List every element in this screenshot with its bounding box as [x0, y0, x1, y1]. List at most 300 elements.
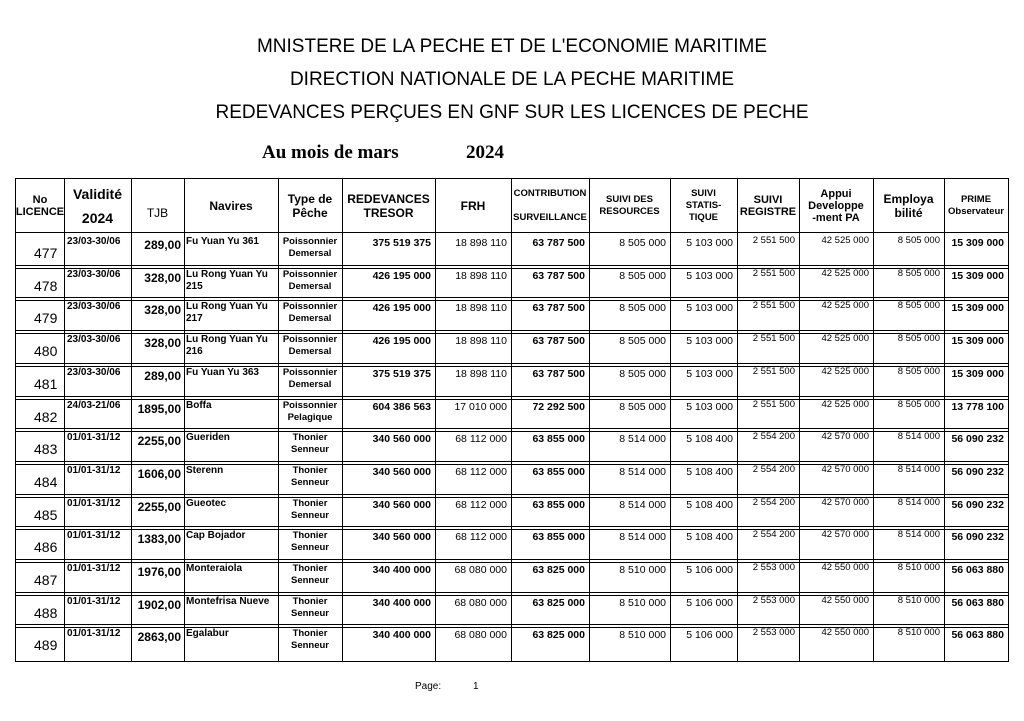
- type-line: Senneur: [290, 444, 329, 456]
- cell-text: 56 063 880: [951, 564, 1004, 576]
- cell-licence: [16, 624, 64, 657]
- cell-contribution: [511, 592, 589, 625]
- cell-licence: [16, 363, 64, 396]
- cell-text: 8 505 000: [897, 235, 940, 246]
- header-text: Observateur: [948, 205, 1004, 217]
- cell-tjb: [131, 428, 184, 461]
- header-text: REDEVANCES: [347, 191, 430, 206]
- cell-suivi-reg: [737, 396, 799, 429]
- cell-navires: [184, 461, 278, 494]
- cell-appui: [799, 428, 873, 461]
- cell-text: 42 550 000: [821, 594, 869, 606]
- cell-text: 63 825 000: [532, 629, 585, 642]
- cell-prime: [944, 559, 1008, 592]
- type-line: Poissonnier: [282, 301, 338, 313]
- header-suivi-res: [589, 179, 670, 232]
- cell-appui: [799, 526, 873, 559]
- type-line: Senneur: [290, 542, 329, 554]
- cell-suivi-res: [589, 232, 670, 265]
- cell-text: 68 112 000: [455, 498, 507, 511]
- cell-text: 482: [34, 408, 58, 425]
- cell-text: 63 825 000: [532, 564, 585, 576]
- type-line: Senneur: [290, 476, 329, 488]
- header-frh: [435, 179, 511, 232]
- type-line: Thonier: [292, 530, 328, 542]
- header-text: RESOURCES: [599, 205, 660, 217]
- cell-redevances: [342, 624, 435, 657]
- cell-text: Gueotec: [186, 497, 227, 509]
- cell-text: 340 560 000: [372, 531, 431, 544]
- header-text: LICENCE: [16, 205, 64, 218]
- header-prime: [944, 179, 1008, 232]
- cell-suivi-reg: [737, 428, 799, 461]
- cell-text: 68 080 000: [454, 564, 507, 576]
- cell-text: 63 787 500: [532, 302, 585, 315]
- cell-employa: [873, 428, 944, 461]
- cell-employa: [873, 232, 944, 265]
- type-line: Senneur: [290, 607, 329, 619]
- cell-text: 8 505 000: [897, 300, 940, 312]
- header-contribution: [511, 179, 589, 232]
- cell-text: 56 090 232: [951, 465, 1004, 478]
- cell-text: 484: [34, 473, 58, 490]
- cell-text: 23/03-30/06: [67, 236, 121, 247]
- header-validite: [64, 179, 131, 232]
- cell-redevances: [342, 592, 435, 625]
- cell-type: [278, 494, 342, 527]
- cell-prime: [944, 461, 1008, 494]
- cell-text: 24/03-21/06: [67, 399, 121, 411]
- cell-text: 8 514 000: [619, 531, 666, 544]
- cell-appui: [799, 461, 873, 494]
- cell-frh: [435, 428, 511, 461]
- cell-validite: [64, 232, 131, 265]
- cell-text: 42 525 000: [821, 333, 869, 345]
- cell-frh: [435, 396, 511, 429]
- cell-navires: [184, 526, 278, 559]
- cell-text: 2 554 200: [752, 431, 795, 443]
- header-type: [278, 179, 342, 232]
- cell-suivi-res: [589, 559, 670, 592]
- cell-text: 68 112 000: [455, 531, 507, 544]
- cell-text: 340 560 000: [372, 498, 431, 511]
- cell-licence: [16, 428, 64, 461]
- cell-text: 8 505 000: [619, 237, 666, 249]
- cell-text: 42 525 000: [821, 365, 869, 377]
- cell-contribution: [511, 396, 589, 429]
- cell-prime: [944, 265, 1008, 298]
- cell-licence: [16, 265, 64, 298]
- header-text: Employa: [883, 191, 934, 206]
- cell-suivi-res: [589, 428, 670, 461]
- cell-text: 2255,00: [137, 499, 181, 514]
- cell-navires: [184, 428, 278, 461]
- cell-contribution: [511, 624, 589, 657]
- header-appui: [799, 179, 873, 232]
- header-text: -ment PA: [812, 211, 860, 224]
- header-text: Developpe: [808, 199, 864, 212]
- cell-suivi-res: [589, 494, 670, 527]
- cell-text: Montefrisa Nueve: [186, 595, 270, 607]
- header-text: No: [32, 193, 48, 206]
- cell-contribution: [511, 297, 589, 330]
- direction-title: DIRECTION NATIONALE DE LA PECHE MARITIME: [289, 69, 735, 90]
- cell-text: 8 505 000: [619, 269, 666, 282]
- cell-text: 63 855 000: [532, 498, 585, 511]
- cell-suivi-stat: [670, 428, 737, 461]
- cell-type: [278, 559, 342, 592]
- cell-text: 488: [34, 604, 58, 621]
- cell-text: 56 063 880: [951, 629, 1004, 642]
- type-line: Thonier: [292, 628, 328, 640]
- cell-appui: [799, 559, 873, 592]
- cell-appui: [799, 624, 873, 657]
- cell-prime: [944, 396, 1008, 429]
- cell-text: 42 570 000: [821, 463, 869, 475]
- cell-text: 01/01-31/12: [67, 563, 121, 574]
- cell-text: 8 510 000: [619, 564, 666, 576]
- type-line: Demersal: [288, 248, 332, 259]
- cell-text: 8 514 000: [897, 431, 940, 443]
- cell-suivi-res: [589, 363, 670, 396]
- cell-prime: [944, 363, 1008, 396]
- cell-suivi-reg: [737, 494, 799, 527]
- header-navires: [184, 179, 278, 232]
- cell-text: 23/03-30/06: [67, 301, 121, 313]
- cell-suivi-res: [589, 297, 670, 330]
- cell-employa: [873, 330, 944, 363]
- cell-text: 68 080 000: [454, 596, 507, 609]
- cell-text: 15 309 000: [951, 237, 1004, 249]
- cell-text: 63 787 500: [532, 237, 585, 249]
- cell-text: 8 505 000: [897, 267, 940, 279]
- cell-text: 481: [34, 375, 58, 392]
- cell-appui: [799, 232, 873, 265]
- cell-text: 5 103 000: [686, 302, 733, 315]
- cell-text: 42 550 000: [821, 627, 869, 639]
- cell-text: 2 554 200: [752, 496, 795, 508]
- cell-employa: [873, 396, 944, 429]
- cell-tjb: [131, 363, 184, 396]
- cell-text: 5 108 400: [686, 498, 733, 511]
- cell-redevances: [342, 297, 435, 330]
- header-text: TJB: [146, 205, 169, 220]
- cell-redevances: [342, 461, 435, 494]
- cell-redevances: [342, 265, 435, 298]
- cell-text: 340 560 000: [372, 465, 431, 478]
- cell-contribution: [511, 494, 589, 527]
- cell-contribution: [511, 330, 589, 363]
- cell-text: 328,00: [144, 270, 181, 285]
- cell-employa: [873, 526, 944, 559]
- cell-text: 5 106 000: [686, 596, 733, 609]
- cell-suivi-stat: [670, 297, 737, 330]
- cell-text: 18 898 110: [455, 335, 507, 348]
- cell-text: 01/01-31/12: [67, 628, 121, 640]
- cell-suivi-res: [589, 265, 670, 298]
- cell-suivi-stat: [670, 461, 737, 494]
- type-line: Poissonnier: [282, 236, 338, 247]
- cell-text: 42 525 000: [821, 398, 869, 410]
- cell-contribution: [511, 265, 589, 298]
- cell-suivi-res: [589, 330, 670, 363]
- cell-text: 289,00: [144, 238, 181, 252]
- cell-text: 13 778 100: [951, 400, 1004, 413]
- type-line: Poissonnier: [282, 334, 338, 346]
- header-text: Type de: [287, 191, 333, 206]
- cell-suivi-res: [589, 526, 670, 559]
- type-line: Poissonnier: [282, 268, 338, 280]
- cell-text: 375 519 375: [372, 237, 431, 249]
- cell-suivi-reg: [737, 559, 799, 592]
- cell-text: Monteraiola: [186, 563, 243, 574]
- cell-text: 63 825 000: [532, 596, 585, 609]
- cell-appui: [799, 265, 873, 298]
- cell-text: 5 103 000: [686, 367, 733, 380]
- header-text: PRIME: [960, 193, 992, 205]
- cell-text: 486: [34, 539, 58, 556]
- cell-suivi-stat: [670, 592, 737, 625]
- cell-suivi-reg: [737, 330, 799, 363]
- type-line: Thonier: [292, 432, 328, 444]
- cell-text: 18 898 110: [455, 269, 507, 282]
- report-title: REDEVANCES PERÇUES EN GNF SUR LES LICENCES DE PECHE: [215, 102, 809, 123]
- cell-text: 5 103 000: [686, 335, 733, 348]
- cell-text: 8 510 000: [619, 629, 666, 642]
- cell-licence: [16, 396, 64, 429]
- cell-validite: [64, 330, 131, 363]
- cell-text: 5 106 000: [686, 629, 733, 642]
- cell-text: 479: [34, 310, 58, 327]
- cell-text: 63 855 000: [532, 465, 585, 478]
- cell-employa: [873, 494, 944, 527]
- cell-text: 328,00: [144, 303, 181, 318]
- cell-text: 2 554 200: [752, 529, 795, 541]
- month-label: Au mois de mars: [262, 142, 399, 163]
- cell-text: 340 560 000: [372, 433, 431, 446]
- cell-suivi-stat: [670, 265, 737, 298]
- header-text: CONTRIBUTION: [513, 187, 587, 199]
- cell-tjb: [131, 396, 184, 429]
- cell-text: 5 108 400: [686, 465, 733, 478]
- cell-prime: [944, 526, 1008, 559]
- cell-text: 8 514 000: [897, 496, 940, 508]
- cell-suivi-res: [589, 396, 670, 429]
- cell-text: 8 505 000: [619, 400, 666, 413]
- cell-text: 2 551 500: [752, 267, 795, 279]
- cell-suivi-res: [589, 461, 670, 494]
- cell-text: 483: [34, 441, 58, 458]
- cell-text: 2 551 500: [752, 300, 795, 312]
- cell-tjb: [131, 232, 184, 265]
- cell-validite: [64, 428, 131, 461]
- cell-text: 18 898 110: [455, 302, 507, 315]
- header-text: FRH: [460, 198, 486, 213]
- cell-suivi-reg: [737, 265, 799, 298]
- cell-text: 01/01-31/12: [67, 464, 121, 476]
- cell-text: Gueriden: [186, 432, 230, 444]
- cell-text: 5 108 400: [686, 433, 733, 446]
- cell-employa: [873, 624, 944, 657]
- cell-suivi-stat: [670, 232, 737, 265]
- cell-validite: [64, 624, 131, 657]
- cell-navires: [184, 624, 278, 657]
- cell-contribution: [511, 461, 589, 494]
- cell-text: 17 010 000: [454, 400, 507, 413]
- cell-text: 42 525 000: [821, 267, 869, 279]
- cell-validite: [64, 265, 131, 298]
- cell-suivi-reg: [737, 526, 799, 559]
- cell-navires: [184, 592, 278, 625]
- cell-text: 18 898 110: [455, 237, 507, 249]
- cell-text: 487: [34, 572, 58, 588]
- cell-appui: [799, 396, 873, 429]
- header-redevances: [342, 179, 435, 232]
- cell-text: 5 108 400: [686, 531, 733, 544]
- cell-text: 5 103 000: [686, 237, 733, 249]
- cell-text: 8 505 000: [897, 398, 940, 410]
- cell-frh: [435, 592, 511, 625]
- cell-licence: [16, 559, 64, 592]
- type-line: Senneur: [290, 640, 329, 652]
- cell-prime: [944, 592, 1008, 625]
- cell-validite: [64, 396, 131, 429]
- cell-text: Lu Rong Yuan Yu 215: [186, 268, 268, 292]
- header-text: TRESOR: [363, 205, 414, 220]
- cell-text: 2 551 500: [752, 235, 795, 246]
- cell-text: 56 090 232: [951, 531, 1004, 544]
- cell-redevances: [342, 330, 435, 363]
- cell-suivi-reg: [737, 297, 799, 330]
- cell-suivi-reg: [737, 363, 799, 396]
- cell-suivi-stat: [670, 526, 737, 559]
- ministry-title: MNISTERE DE LA PECHE ET DE L'ECONOMIE MARITIME: [256, 36, 768, 57]
- cell-text: 8 510 000: [897, 562, 940, 573]
- cell-frh: [435, 494, 511, 527]
- cell-prime: [944, 624, 1008, 657]
- cell-text: 56 090 232: [951, 498, 1004, 511]
- cell-type: [278, 330, 342, 363]
- header-suivi-stat: [670, 179, 737, 232]
- cell-redevances: [342, 526, 435, 559]
- cell-contribution: [511, 428, 589, 461]
- cell-text: 15 309 000: [951, 367, 1004, 380]
- cell-text: 2863,00: [137, 630, 181, 645]
- cell-redevances: [342, 232, 435, 265]
- cell-text: 68 080 000: [454, 629, 507, 642]
- cell-tjb: [131, 494, 184, 527]
- cell-tjb: [131, 624, 184, 657]
- cell-text: 2 553 000: [752, 562, 795, 573]
- cell-suivi-stat: [670, 559, 737, 592]
- cell-appui: [799, 494, 873, 527]
- cell-licence: [16, 461, 64, 494]
- cell-text: Egalabur: [186, 628, 229, 640]
- type-line: Poissonnier: [282, 399, 338, 411]
- cell-text: Boffa: [186, 399, 212, 411]
- cell-appui: [799, 592, 873, 625]
- cell-employa: [873, 461, 944, 494]
- header-text: SUIVI: [691, 187, 716, 199]
- cell-contribution: [511, 526, 589, 559]
- cell-type: [278, 526, 342, 559]
- cell-text: 42 570 000: [821, 496, 869, 508]
- cell-text: Fu Yuan Yu 363: [186, 366, 259, 378]
- cell-prime: [944, 494, 1008, 527]
- cell-navires: [184, 559, 278, 592]
- cell-navires: [184, 265, 278, 298]
- cell-text: 375 519 375: [372, 367, 431, 380]
- type-line: Thonier: [292, 464, 328, 476]
- cell-text: 42 525 000: [821, 235, 869, 246]
- cell-validite: [64, 559, 131, 592]
- cell-frh: [435, 559, 511, 592]
- header-employa: [873, 179, 944, 232]
- cell-text: 42 525 000: [821, 300, 869, 312]
- cell-navires: [184, 297, 278, 330]
- cell-text: 2255,00: [137, 434, 181, 449]
- cell-prime: [944, 330, 1008, 363]
- cell-text: 8 505 000: [619, 302, 666, 315]
- cell-licence: [16, 330, 64, 363]
- cell-contribution: [511, 232, 589, 265]
- cell-text: 63 787 500: [532, 269, 585, 282]
- cell-prime: [944, 428, 1008, 461]
- cell-employa: [873, 265, 944, 298]
- cell-text: Lu Rong Yuan Yu 217: [186, 301, 268, 325]
- cell-validite: [64, 526, 131, 559]
- cell-text: 56 090 232: [951, 433, 1004, 446]
- header-suivi-reg: [737, 179, 799, 232]
- cell-text: 2 553 000: [752, 627, 795, 639]
- cell-text: 42 570 000: [821, 529, 869, 541]
- cell-text: 15 309 000: [951, 269, 1004, 282]
- cell-navires: [184, 330, 278, 363]
- cell-text: 42 570 000: [821, 431, 869, 443]
- cell-contribution: [511, 363, 589, 396]
- cell-validite: [64, 297, 131, 330]
- header-text: SURVEILLANCE: [513, 211, 587, 223]
- cell-text: 15 309 000: [951, 335, 1004, 348]
- cell-text: Lu Rong Yuan Yu 216: [186, 334, 268, 358]
- cell-suivi-res: [589, 624, 670, 657]
- cell-employa: [873, 559, 944, 592]
- cell-text: 1976,00: [137, 565, 181, 579]
- cell-redevances: [342, 363, 435, 396]
- cell-text: 2 551 500: [752, 333, 795, 345]
- cell-validite: [64, 494, 131, 527]
- cell-text: 5 106 000: [686, 564, 733, 576]
- cell-text: 2 554 200: [752, 463, 795, 475]
- cell-text: 15 309 000: [951, 302, 1004, 315]
- cell-text: 8 514 000: [619, 433, 666, 446]
- cell-text: 72 292 500: [532, 400, 585, 413]
- cell-text: 68 112 000: [455, 433, 507, 446]
- cell-text: 2 553 000: [752, 594, 795, 606]
- type-line: Poissonnier: [282, 366, 338, 378]
- cell-text: 426 195 000: [372, 335, 431, 348]
- cell-licence: [16, 297, 64, 330]
- header-text: REGISTRE: [739, 205, 797, 218]
- cell-text: 5 103 000: [686, 400, 733, 413]
- cell-frh: [435, 624, 511, 657]
- cell-type: [278, 297, 342, 330]
- cell-text: 328,00: [144, 336, 181, 351]
- cell-frh: [435, 526, 511, 559]
- cell-validite: [64, 363, 131, 396]
- cell-type: [278, 232, 342, 265]
- cell-text: 2 551 500: [752, 398, 795, 410]
